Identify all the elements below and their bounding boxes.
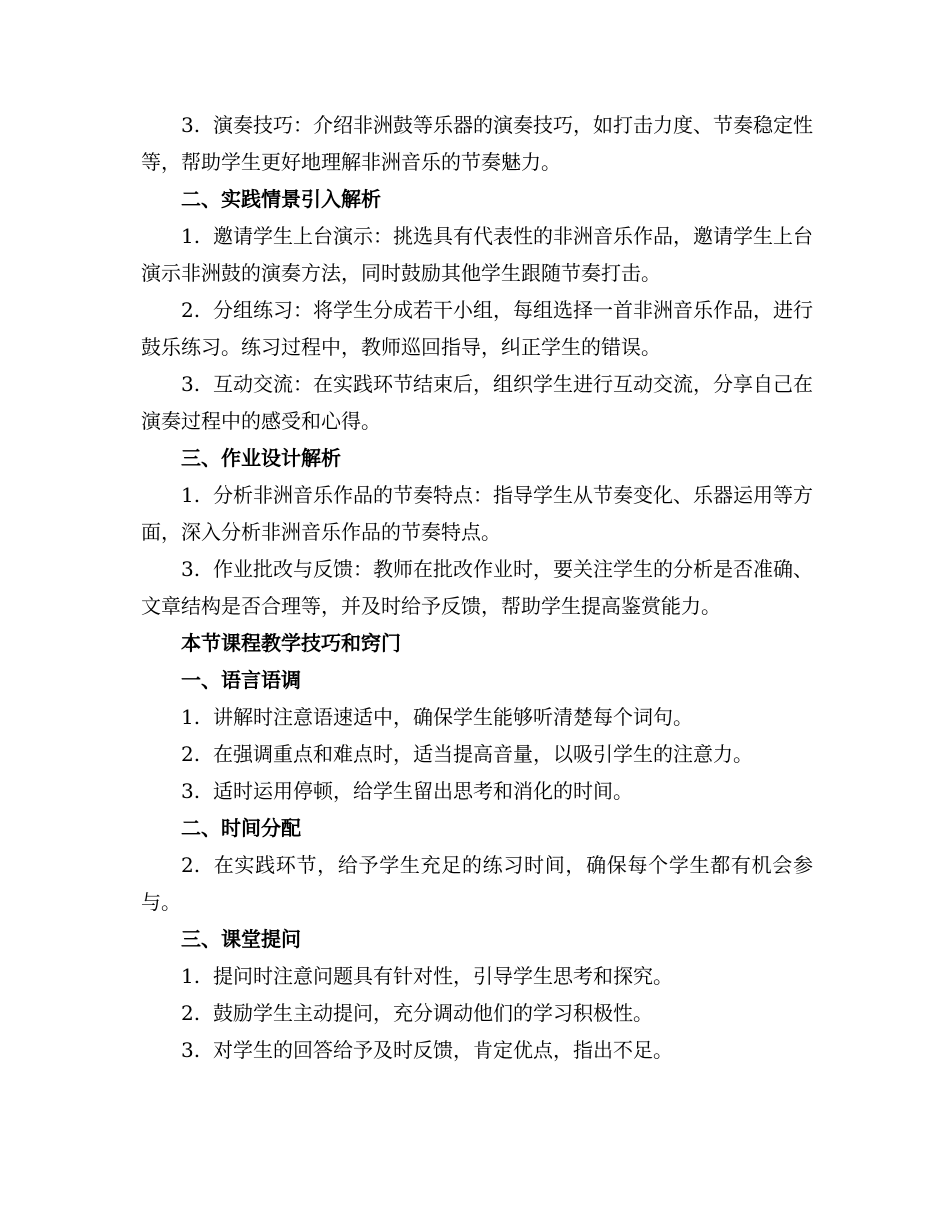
- paragraph: [141, 958, 813, 995]
- paragraph: [141, 477, 813, 551]
- item-number: 2.: [181, 853, 201, 877]
- paragraph-text: 分析非洲音乐作品的节奏特点：指导学生从节奏变化、乐器运用等方面，深入分析非洲音乐作品的节奏特点。: [141, 483, 813, 544]
- paragraph-text: 互动交流：在实践环节结束后，组织学生进行互动交流，分享自己在演奏过程中的感受和心得。: [141, 372, 813, 433]
- item-number: 3.: [181, 557, 201, 581]
- item-number: 2.: [181, 298, 201, 322]
- paragraph-text: 讲解时注意语速适中，确保学生能够听清楚每个词句。: [213, 705, 693, 729]
- item-number: 2.: [181, 1001, 201, 1025]
- section-heading: 三、课堂提问: [181, 927, 301, 951]
- paragraph: [141, 1032, 813, 1069]
- document-page: [141, 107, 813, 1069]
- paragraph: [141, 699, 813, 736]
- paragraph-text: 邀请学生上台演示：挑选具有代表性的非洲音乐作品，邀请学生上台演示非洲鼓的演奏方法，同时鼓励其他学生跟随节奏打击。: [141, 224, 813, 285]
- section-heading: 三、作业设计解析: [181, 446, 341, 470]
- item-number: 3.: [181, 1038, 201, 1062]
- item-number: 1.: [181, 483, 201, 507]
- paragraph-text: 鼓励学生主动提问，充分调动他们的学习积极性。: [213, 1001, 653, 1025]
- paragraph-text: 演奏技巧：介绍非洲鼓等乐器的演奏技巧，如打击力度、节奏稳定性等，帮助学生更好地理解非洲音乐的节奏魅力。: [141, 113, 813, 174]
- item-number: 2.: [181, 742, 201, 766]
- paragraph: [141, 736, 813, 773]
- paragraph: [141, 107, 813, 181]
- paragraph: [141, 995, 813, 1032]
- paragraph-text: 分组练习：将学生分成若干小组，每组选择一首非洲音乐作品，进行鼓乐练习。练习过程中，教师巡回指导，纠正学生的错误。: [141, 298, 813, 359]
- item-number: 1.: [181, 964, 201, 988]
- paragraph: [141, 847, 813, 921]
- item-number: 1.: [181, 224, 201, 248]
- paragraph-text: 在实践环节，给予学生充足的练习时间，确保每个学生都有机会参与。: [141, 853, 813, 914]
- paragraph: [141, 551, 813, 625]
- item-number: 3.: [181, 113, 201, 137]
- paragraph-text: 提问时注意问题具有针对性，引导学生思考和探究。: [213, 964, 673, 988]
- paragraph-text: 对学生的回答给予及时反馈，肯定优点，指出不足。: [213, 1038, 673, 1062]
- paragraph: [141, 292, 813, 366]
- paragraph: [141, 773, 813, 810]
- section-heading: 一、语言语调: [181, 668, 301, 692]
- paragraph: [141, 366, 813, 440]
- paragraph: [141, 218, 813, 292]
- section-heading: 二、时间分配: [181, 816, 301, 840]
- item-number: 1.: [181, 705, 201, 729]
- item-number: 3.: [181, 372, 201, 396]
- page-section-title: 本节课程教学技巧和窍门: [181, 631, 401, 655]
- paragraph-text: 作业批改与反馈：教师在批改作业时，要关注学生的分析是否准确、文章结构是否合理等，并及时给予反馈，帮助学生提高鉴赏能力。: [141, 557, 813, 618]
- section-heading: 二、实践情景引入解析: [181, 187, 381, 211]
- item-number: 3.: [181, 779, 201, 803]
- paragraph-text: 适时运用停顿，给学生留出思考和消化的时间。: [213, 779, 633, 803]
- paragraph-text: 在强调重点和难点时，适当提高音量，以吸引学生的注意力。: [213, 742, 753, 766]
